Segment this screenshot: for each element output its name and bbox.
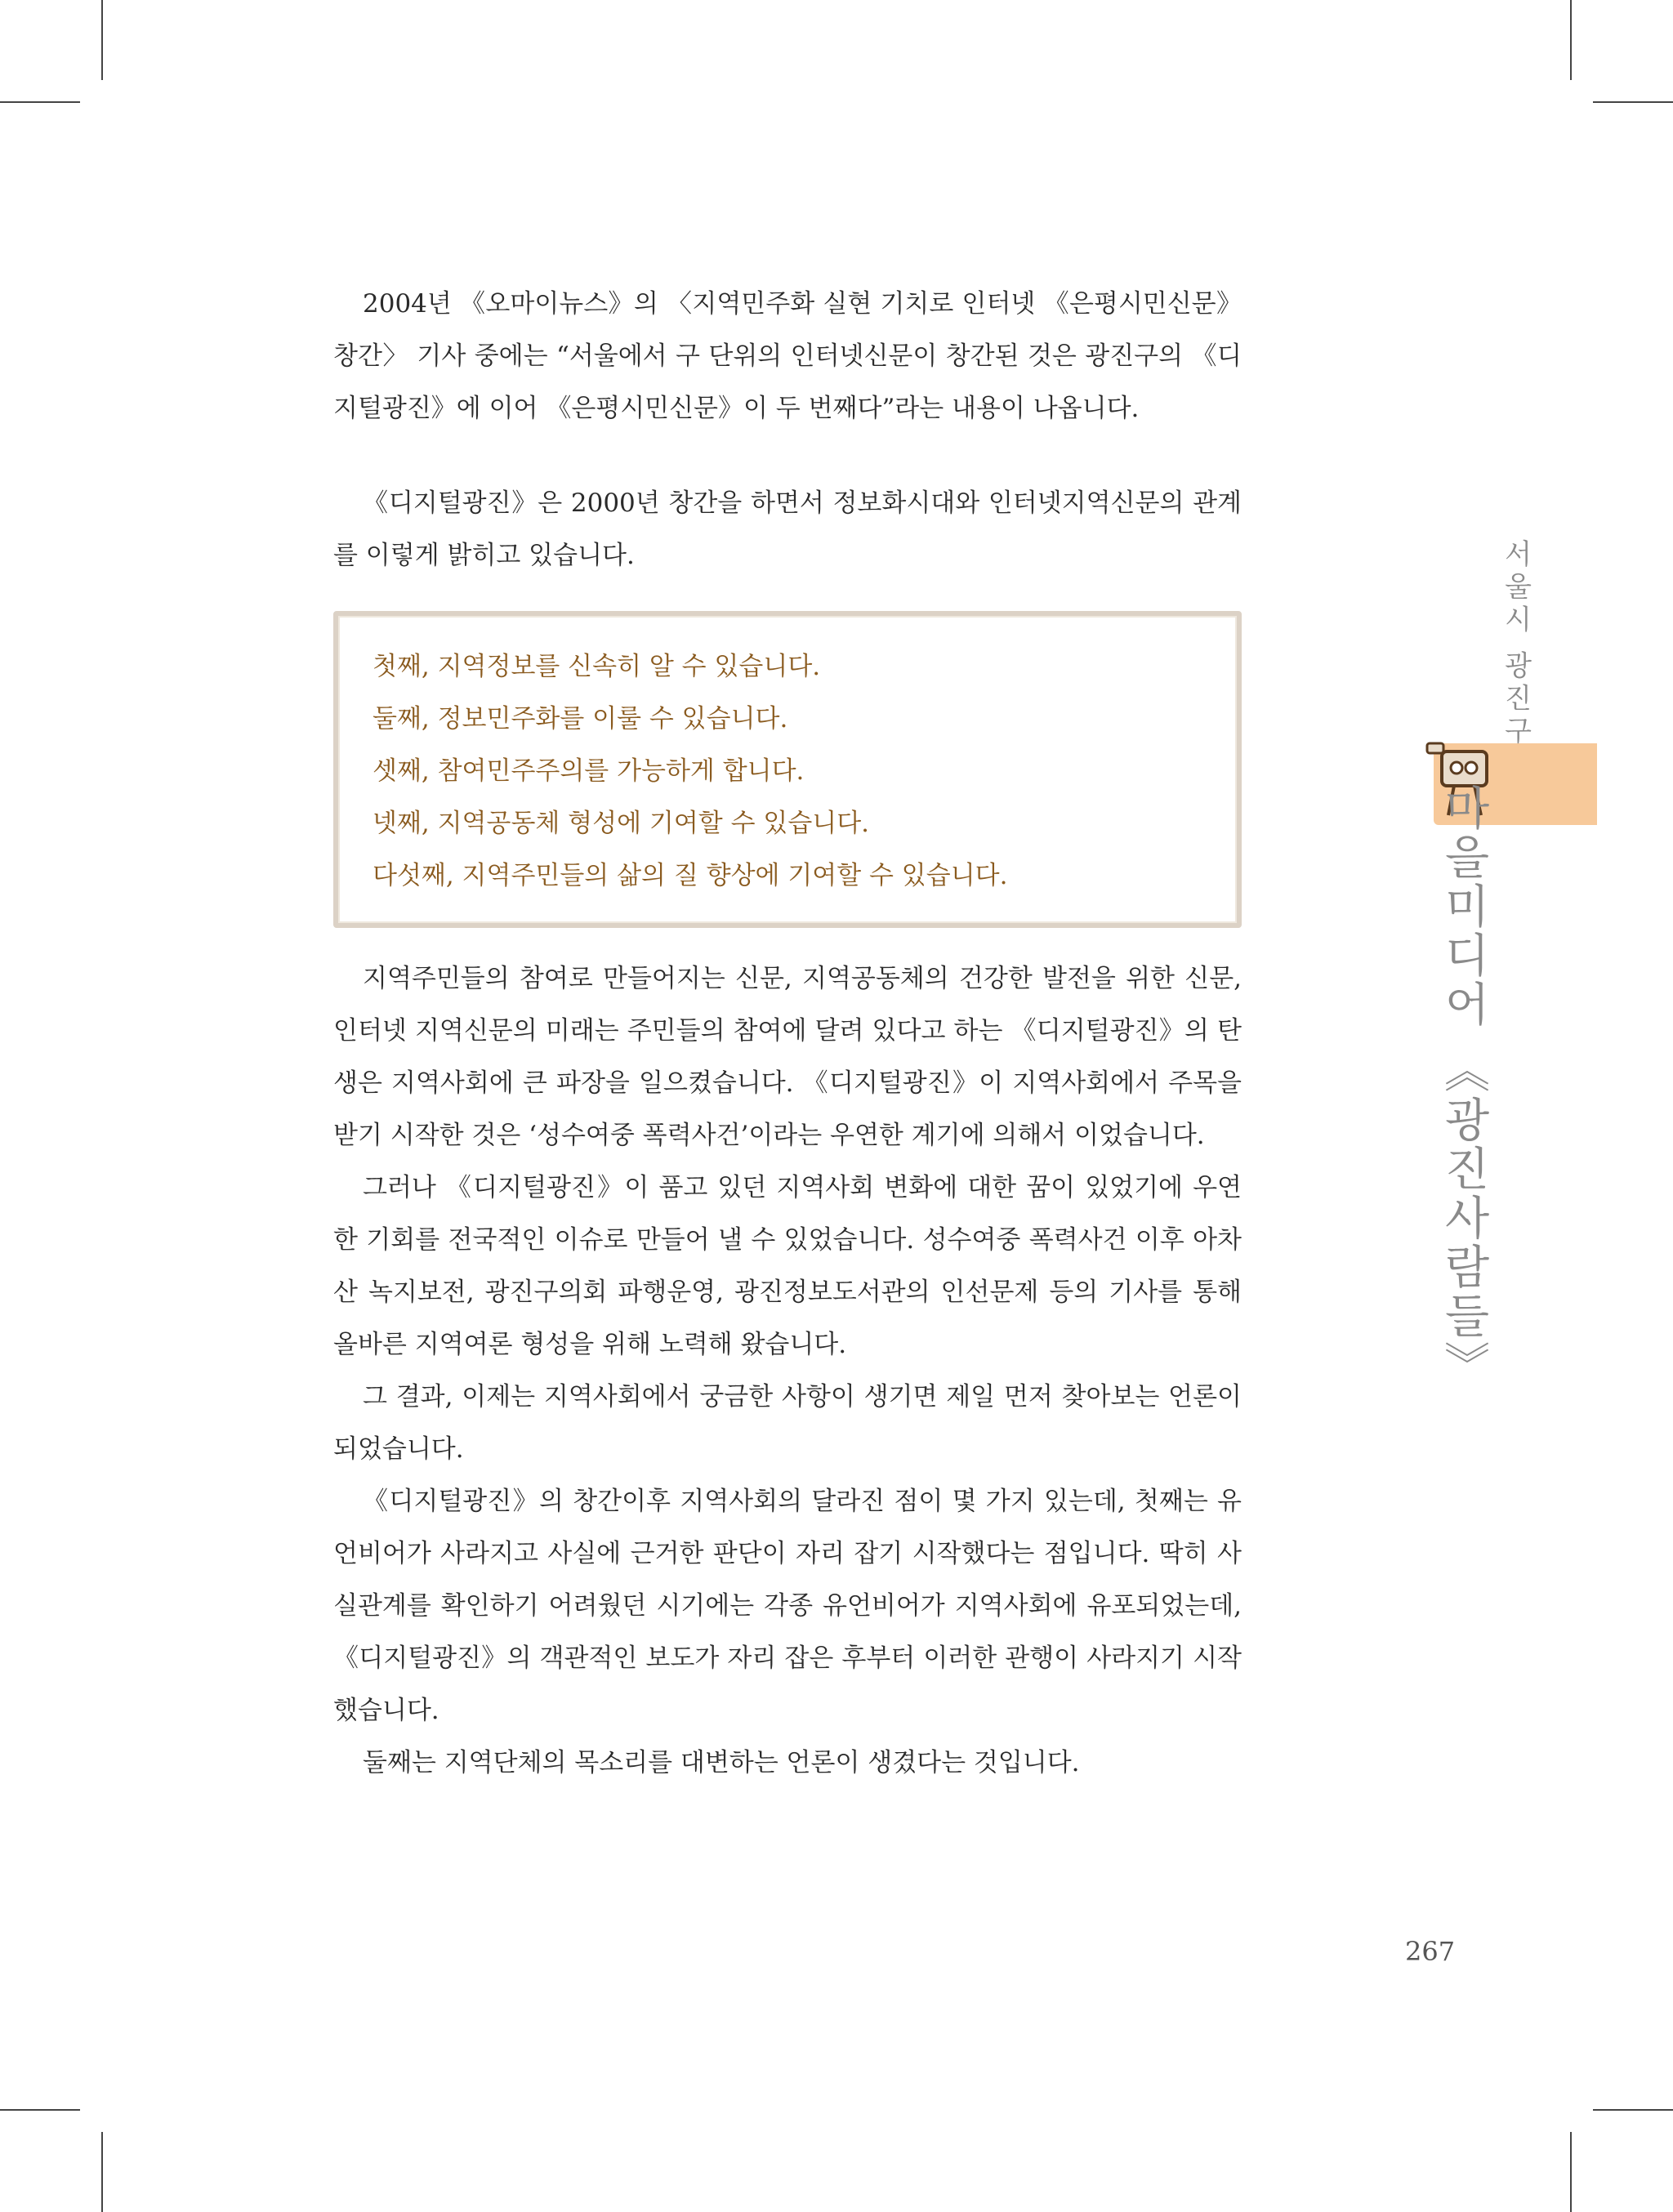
crop-mark bbox=[101, 2132, 103, 2212]
list-item: 첫째, 지역정보를 신속히 알 수 있습니다. bbox=[373, 652, 821, 681]
paragraph: 《디지털광진》의 창간이후 지역사회의 달라진 점이 몇 가지 있는데, 첫째는 유언비어가 사라지고 사실에 근거한 판단이 자리 잡기 시작했다는 점입니다. 딱히 사실관계를 확인하기 어려웠던 시기에는 각종 유언비어가 지역사회에 유포되었는데, 《디지털광진》의 객관적인 보도가 자리 잡은 후부터 이러한 관행이 사라지기 시작했습니다. bbox=[333, 1487, 1242, 1725]
paragraph: 《디지털광진》은 2000년 창간을 하면서 정보화시대와 인터넷지역신문의 관계를 이렇게 밝히고 있습니다. bbox=[333, 488, 1242, 570]
paragraph: 2004년 《오마이뉴스》의 〈지역민주화 실현 기치로 인터넷 《은평시민신문》 창간〉 기사 중에는 “서울에서 구 단위의 인터넷신문이 창간된 것은 광진구의 《디지털광진》에 이어 《은평시민신문》이 두 번째다”라는 내용이 나옵니다. bbox=[333, 289, 1242, 423]
list-item: 넷째, 지역공동체 형성에 기여할 수 있습니다. bbox=[373, 809, 870, 838]
list-item: 셋째, 참여민주주의를 가능하게 합니다. bbox=[373, 756, 805, 786]
side-big-title: 마을미디어 《광진사람들》 bbox=[1437, 784, 1490, 1390]
crop-mark bbox=[1593, 101, 1673, 103]
crop-mark bbox=[0, 101, 80, 103]
paragraph: 그 결과, 이제는 지역사회에서 궁금한 사항이 생기면 제일 먼저 찾아보는 언론이 되었습니다. bbox=[333, 1382, 1242, 1464]
crop-mark bbox=[101, 0, 103, 80]
side-title bbox=[1437, 539, 1536, 1390]
list-item: 둘째, 정보민주화를 이룰 수 있습니다. bbox=[373, 704, 788, 734]
side-small-title: 서울시 광진구 bbox=[1499, 539, 1532, 749]
paragraph: 그러나 《디지털광진》이 품고 있던 지역사회 변화에 대한 꿈이 있었기에 우연한 기회를 전국적인 이슈로 만들어 낼 수 있었습니다. 성수여중 폭력사건 이후 아차산 녹지보전, 광진구의회 파행운영, 광진정보도서관의 인선문제 등의 기사를 통해 올바른 지역여론 형성을 위해 노력해 왔습니다. bbox=[333, 1173, 1242, 1359]
crop-mark bbox=[0, 2109, 80, 2111]
quote-box bbox=[333, 611, 1242, 928]
paragraph: 둘째는 지역단체의 목소리를 대변하는 언론이 생겼다는 것입니다. bbox=[363, 1748, 1080, 1777]
page-number: 267 bbox=[1405, 1936, 1456, 1967]
crop-mark bbox=[1593, 2109, 1673, 2111]
crop-mark bbox=[1570, 0, 1572, 80]
paragraph: 지역주민들의 참여로 만들어지는 신문, 지역공동체의 건강한 발전을 위한 신문, 인터넷 지역신문의 미래는 주민들의 참여에 달려 있다고 하는 《디지털광진》의 탄생은 지역사회에 큰 파장을 일으켰습니다. 《디지털광진》이 지역사회에서 주목을 받기 시작한 것은 ‘성수여중 폭력사건’이라는 우연한 계기에 의해서 이었습니다. bbox=[333, 964, 1242, 1150]
crop-mark bbox=[1570, 2132, 1572, 2212]
list-item: 다섯째, 지역주민들의 삶의 질 향상에 기여할 수 있습니다. bbox=[373, 861, 1008, 890]
main-text bbox=[333, 278, 1242, 1789]
